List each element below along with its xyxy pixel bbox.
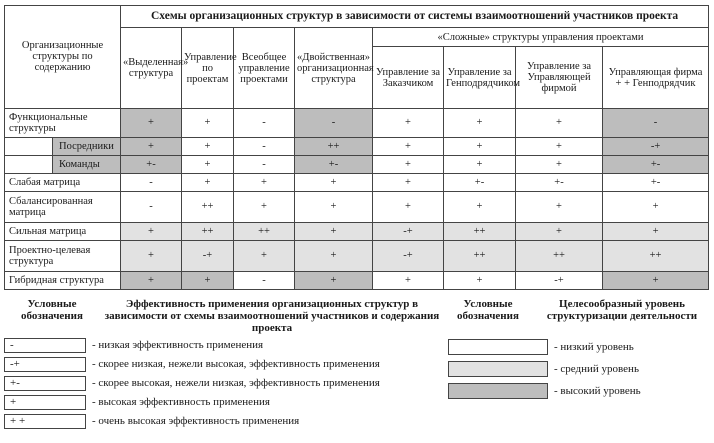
- table-cell: ++: [182, 191, 234, 222]
- table-cell: -+: [516, 272, 603, 290]
- table-cell: ++: [234, 222, 295, 240]
- row-label: Сбалансированная матрица: [5, 191, 121, 222]
- table-cell: +: [516, 191, 603, 222]
- legend-level-row: [448, 336, 710, 358]
- legend-level-label: - высокий уровень: [554, 385, 641, 397]
- table-row: [5, 222, 709, 240]
- table-cell: +: [234, 240, 295, 271]
- column-header: Управляющая фирма + + Генподрядчик: [603, 47, 709, 109]
- table-cell: -+: [603, 137, 709, 155]
- legend-efficiency-title-right: Эффективность применения организационных структур в зависимости от схемы взаимоотношений участников и содержания проекта: [104, 298, 440, 334]
- table-cell: -: [234, 272, 295, 290]
- table-cell: +: [373, 155, 444, 173]
- table-row: [5, 191, 709, 222]
- table-row: [5, 137, 709, 155]
- legend-symbol: + +: [4, 414, 86, 429]
- table-cell: +-: [516, 173, 603, 191]
- legend-symbol: +: [4, 395, 86, 410]
- table-cell: ++: [295, 137, 373, 155]
- legend-efficiency-row: [4, 336, 444, 355]
- legend-symbol: -+: [4, 357, 86, 372]
- legend-efficiency-title-left: Условные обозначения: [21, 298, 83, 322]
- table-cell: +: [295, 272, 373, 290]
- row-label: Команды: [53, 155, 121, 173]
- table-cell: +: [182, 137, 234, 155]
- legend-description: - очень высокая эффективность применения: [92, 415, 300, 427]
- table-row: [5, 108, 709, 137]
- table-cell: +: [295, 191, 373, 222]
- table-cell: +: [373, 191, 444, 222]
- row-indent: [5, 155, 53, 173]
- column-header: Всеобщее управление проектами: [234, 28, 295, 109]
- table-cell: +: [373, 272, 444, 290]
- table-cell: +: [295, 173, 373, 191]
- table-cell: +: [603, 222, 709, 240]
- row-label: Функциональные структуры: [5, 108, 121, 137]
- column-header: Управление по проектам: [182, 28, 234, 109]
- table-cell: +-: [603, 173, 709, 191]
- table-cell: +: [516, 108, 603, 137]
- column-header: Управление за Управляющей фирмой: [516, 47, 603, 109]
- table-cell: +: [121, 137, 182, 155]
- table-cell: +: [182, 155, 234, 173]
- table-cell: +: [516, 137, 603, 155]
- table-cell: +: [516, 155, 603, 173]
- table-cell: -: [121, 191, 182, 222]
- legend-level-label: - низкий уровень: [554, 341, 634, 353]
- table-cell: +: [121, 272, 182, 290]
- table-cell: ++: [182, 222, 234, 240]
- table-cell: -+: [373, 240, 444, 271]
- header-left: Организационные структуры по содержанию: [5, 6, 121, 109]
- table-cell: ++: [444, 222, 516, 240]
- table-cell: +: [182, 173, 234, 191]
- legend-efficiency-row: [4, 393, 444, 412]
- legend-symbol: +-: [4, 376, 86, 391]
- header-group-main: Схемы организационных структур в зависимости от системы взаимоотношений участников проекта: [121, 6, 709, 28]
- table-row: [5, 272, 709, 290]
- legend-efficiency-row: [4, 412, 444, 431]
- table-cell: +: [182, 272, 234, 290]
- legend-description: - низкая эффективность применения: [92, 339, 264, 351]
- table-cell: +: [121, 222, 182, 240]
- legend-description: - высокая эффективность применения: [92, 396, 270, 408]
- table-cell: +: [444, 137, 516, 155]
- row-label: Слабая матрица: [5, 173, 121, 191]
- table-row: [5, 155, 709, 173]
- row-label: Посредники: [53, 137, 121, 155]
- table-cell: +-: [295, 155, 373, 173]
- legend-level-swatch: [448, 339, 548, 355]
- table-cell: +: [516, 222, 603, 240]
- legend-levels-title-left: Условные обозначения: [457, 298, 519, 322]
- legend-description: - скорее низкая, нежели высокая, эффективность применения: [92, 358, 380, 370]
- table-cell: ++: [603, 240, 709, 271]
- legend-efficiency-row: [4, 374, 444, 393]
- table-cell: -: [121, 173, 182, 191]
- table-cell: +: [373, 173, 444, 191]
- column-header: Управление за Заказчиком: [373, 47, 444, 109]
- table-cell: +: [444, 272, 516, 290]
- legend-levels: [448, 296, 710, 402]
- table-cell: -: [234, 137, 295, 155]
- legend-level-label: - средний уровень: [554, 363, 639, 375]
- legend-level-row: [448, 358, 710, 380]
- table-cell: +: [373, 108, 444, 137]
- table-cell: +: [182, 108, 234, 137]
- table-cell: +: [444, 108, 516, 137]
- table-cell: ++: [516, 240, 603, 271]
- table-cell: -: [295, 108, 373, 137]
- table-cell: ++: [444, 240, 516, 271]
- table-body: [5, 108, 709, 289]
- legend-efficiency-row: [4, 355, 444, 374]
- table-row: [5, 240, 709, 271]
- table-cell: +: [234, 173, 295, 191]
- table-cell: +: [121, 108, 182, 137]
- table-cell: -+: [182, 240, 234, 271]
- table-cell: -: [234, 155, 295, 173]
- legend-level-row: [448, 380, 710, 402]
- table-cell: +-: [444, 173, 516, 191]
- table-cell: +-: [603, 155, 709, 173]
- legend-level-swatch: [448, 361, 548, 377]
- legend-levels-title-right: Целесообразный уровень структуризации деятельности: [546, 298, 698, 322]
- table-cell: -: [234, 108, 295, 137]
- table-cell: +: [234, 191, 295, 222]
- legend-level-swatch: [448, 383, 548, 399]
- table-row: [5, 173, 709, 191]
- table-cell: +-: [121, 155, 182, 173]
- legend-description: - скорее высокая, нежели низкая, эффективность применения: [92, 377, 380, 389]
- table-cell: -+: [373, 222, 444, 240]
- legend-symbol: -: [4, 338, 86, 353]
- column-header: «Выделенная» структура: [121, 28, 182, 109]
- table-cell: +: [603, 191, 709, 222]
- legend-efficiency-items: [4, 336, 444, 431]
- column-header: «Двойственная» организационная структура: [295, 28, 373, 109]
- table-cell: +: [121, 240, 182, 271]
- column-header: Управление за Генподрядчиком: [444, 47, 516, 109]
- table-cell: +: [295, 222, 373, 240]
- table-cell: +: [603, 272, 709, 290]
- legend-efficiency: [4, 296, 444, 431]
- table-cell: +: [444, 191, 516, 222]
- table-cell: +: [373, 137, 444, 155]
- structures-table: [4, 5, 709, 290]
- row-label: Проектно-целевая структура: [5, 240, 121, 271]
- table-cell: -: [603, 108, 709, 137]
- legend-levels-items: [448, 336, 710, 402]
- row-label: Сильная матрица: [5, 222, 121, 240]
- table-cell: +: [444, 155, 516, 173]
- row-label: Гибридная структура: [5, 272, 121, 290]
- row-indent: [5, 137, 53, 155]
- header-group-complex: «Сложные» структуры управления проектами: [373, 28, 709, 47]
- table-cell: +: [295, 240, 373, 271]
